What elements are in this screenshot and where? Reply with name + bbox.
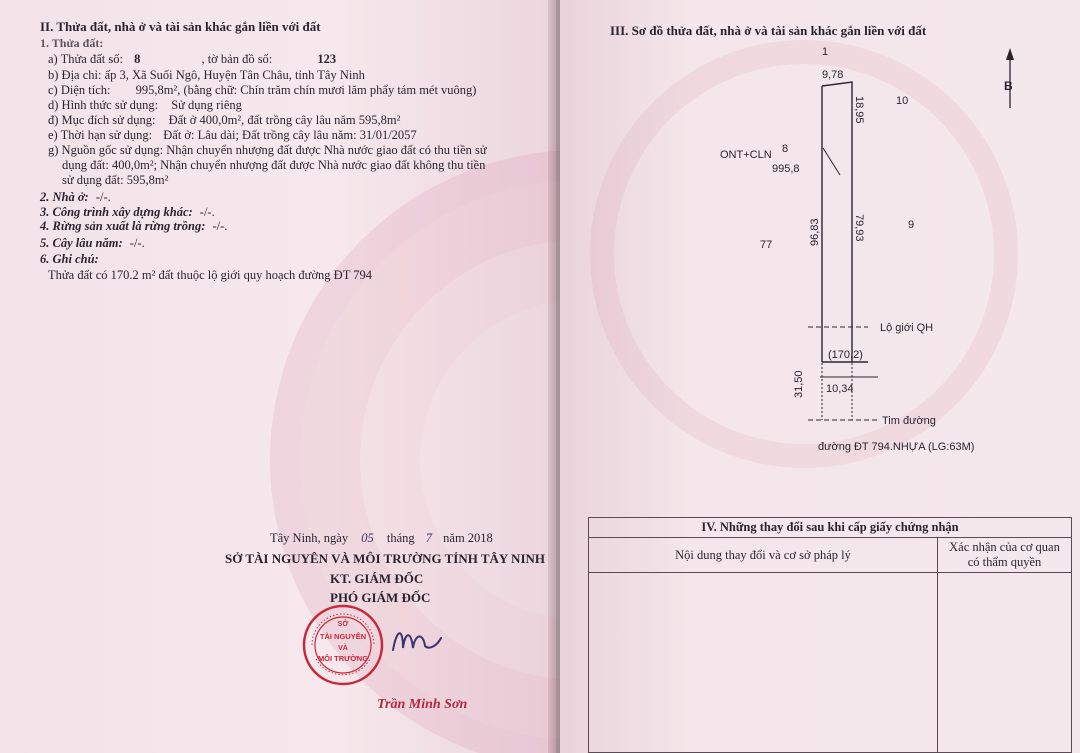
parcel-code-leader — [823, 148, 840, 175]
house-value: -/-. — [95, 190, 111, 204]
house-title: 2. Nhà ở: — [40, 190, 89, 204]
left-length-label: 96,83 — [809, 218, 821, 246]
section-ii-title: II. Thửa đất, nhà ở và tài sản khác gắn liền với đất — [40, 19, 321, 34]
right-top-length-label: 18,95 — [853, 96, 865, 124]
parcel-code: ONT+CLN — [720, 149, 772, 161]
term-value: Đất ở: Lâu dài; Đất trồng cây lâu năm: 31/01/2057 — [163, 128, 417, 142]
parcel-area-diagram: 995,8 — [772, 163, 800, 175]
planted-forest-title: 4. Rừng sản xuất là rừng trồng: — [40, 219, 206, 233]
parcel-number-label: a) Thửa đất số: — [48, 52, 123, 66]
subsection-1-title: 1. Thửa đất: — [40, 36, 104, 50]
origin-line-2: dụng đất: 400,0m²; Nhận chuyển nhượng đất được Nhà nước giao đất không thu tiền — [62, 158, 486, 172]
purpose-label: đ) Mục đích sử dụng: — [48, 113, 156, 127]
term-label: e) Thời hạn sử dụng: — [48, 128, 153, 142]
north-arrow-icon — [1006, 48, 1014, 108]
neighbor-parcel-9: 9 — [908, 219, 915, 231]
vice-director: PHÓ GIÁM ĐỐC — [330, 590, 431, 605]
issue-month: 7 — [425, 531, 433, 545]
usage-form-value: Sử dụng riêng — [171, 98, 242, 112]
north-label: B — [1004, 79, 1013, 93]
address-line: b) Địa chỉ: ấp 3, Xã Suối Ngô, Huyện Tân Châu, tỉnh Tây Ninh — [48, 68, 365, 82]
note-title: 6. Ghi chú: — [40, 252, 99, 266]
changes-col-confirm-line1: Xác nhận của cơ quan — [949, 540, 1060, 554]
parcel-top-boundary — [822, 82, 852, 140]
changes-col-content: Nội dung thay đổi và cơ sở pháp lý — [589, 538, 938, 573]
origin-line-3: sử dụng đất: 595,8m² — [62, 173, 169, 187]
signer-name: Trần Minh Sơn — [377, 697, 468, 712]
area-value: 995,8m², (bằng chữ: Chín trăm chín mươi lăm phẩy tám mét vuông) — [135, 83, 477, 97]
planted-forest-value: -/-. — [212, 219, 228, 233]
changes-confirm-cell — [938, 573, 1072, 753]
kt-director: KT. GIÁM ĐỐC — [330, 571, 424, 586]
other-construction-title: 3. Công trình xây dựng khác: — [40, 205, 193, 219]
parcel-number-diagram: 8 — [782, 143, 789, 155]
seal-line-1: SỞ — [337, 621, 349, 628]
map-sheet-label: , tờ bản đồ số: — [201, 52, 273, 66]
neighbor-parcel-10: 10 — [896, 95, 909, 107]
changes-title: IV. Những thay đổi sau khi cấp giấy chứng nhận — [589, 518, 1072, 538]
setback-label: Lộ giới QH — [880, 322, 934, 334]
issuing-agency: SỞ TÀI NGUYÊN VÀ MÔI TRƯỜNG TỈNH TÂY NINH — [225, 551, 545, 566]
seal-line-2: TÀI NGUYÊN — [319, 632, 367, 641]
purpose-value: Đất ở 400,0m², đất trồng cây lâu năm 595,8m² — [168, 113, 401, 127]
changes-table — [588, 517, 1072, 753]
other-construction-value: -/-. — [199, 205, 215, 219]
issue-place: Tây Ninh, ngày — [270, 531, 349, 545]
road-center-label: Tim đường — [882, 415, 936, 427]
bottom-length-label: 31,50 — [793, 370, 805, 398]
parcel-number-value: 8 — [134, 52, 141, 66]
top-width-label: 9,78 — [822, 69, 844, 81]
bottom-width-label: 10,34 — [826, 383, 854, 395]
seal-line-3: VÀ — [338, 645, 348, 652]
perennial-tree-value: -/-. — [129, 236, 145, 250]
road-name-label: đường ĐT 794.NHỰA (LG:63M) — [818, 441, 975, 453]
changes-col-confirm — [938, 538, 1072, 573]
origin-line-1: g) Nguồn gốc sử dụng: Nhận chuyển nhượng đất được Nhà nước giao đất có thu tiền sử — [48, 143, 487, 157]
issue-month-label: tháng — [386, 531, 415, 545]
note-text: Thửa đất có 170.2 m² đất thuộc lộ giới quy hoạch đường ĐT 794 — [48, 268, 372, 282]
issue-year: năm 2018 — [443, 531, 493, 545]
seal-line-4: MÔI TRƯỜNG — [317, 654, 369, 663]
setback-area-label: (170,2) — [828, 349, 863, 361]
map-sheet-value: 123 — [317, 52, 337, 66]
perennial-tree-title: 5. Cây lâu năm: — [40, 236, 123, 250]
neighbor-parcel-77: 77 — [760, 239, 773, 251]
issue-day: 05 — [361, 531, 374, 545]
usage-form-label: d) Hình thức sử dụng: — [48, 98, 159, 112]
changes-col-confirm-line2: có thẩm quyền — [967, 555, 1042, 569]
right-length-label: 79,93 — [853, 214, 865, 242]
changes-content-cell — [589, 573, 938, 753]
area-label: c) Diện tích: — [48, 83, 111, 97]
section-iii-title: III. Sơ đồ thửa đất, nhà ở và tài sản khác gắn liền với đất — [610, 23, 927, 38]
neighbor-parcel-1: 1 — [822, 46, 829, 58]
